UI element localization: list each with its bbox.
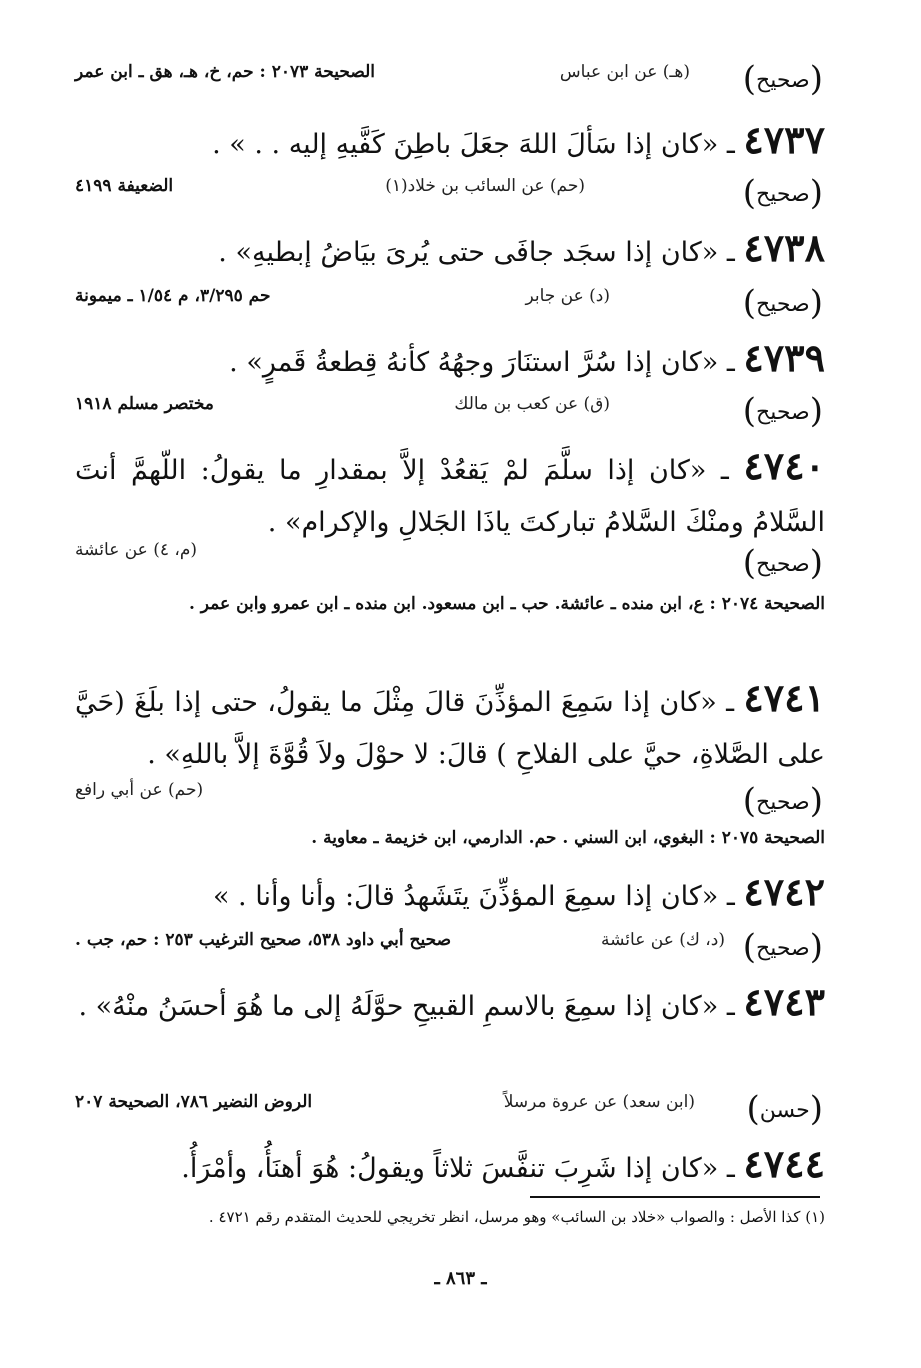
source-text: (حم) عن أبي رافع xyxy=(75,780,204,800)
hadith-text: ٤٧٣٨ ـ «كان إذا سجَد جافَى حتى يُرىَ بيَاضُ إبطيهِ» . xyxy=(218,225,825,270)
source-text: (د، ك) عن عائشة xyxy=(601,930,725,950)
reference-text: الضعيفة ٤١٩٩ xyxy=(75,176,174,196)
grade-label: ( صحيح ) xyxy=(743,170,823,210)
hadith-number: ٤٧٣٨ xyxy=(743,225,825,270)
hadith-number: ٤٧٣٩ xyxy=(743,335,825,380)
hadith-text: ٤٧٤٢ ـ «كان إذا سمِعَ المؤذِّنَ يتَشَهدُ قالَ: وأنا وأنا . » xyxy=(212,869,825,914)
footnote: (١) كذا الأصل : والصواب «خلاد بن السائب» وهو مرسل، انظر تخريجي للحديث المتقدم رقم ٤٧٢١ . xyxy=(208,1208,825,1226)
hadith-body: «كان إذا سَمِعَ المؤذِّنَ قالَ مِثْلَ ما يقولُ، حتى إذا بلَغَ (حَيَّ على الصَّلاةِ، حيَّ على الفلاحِ ) قالَ: لا حوْلَ ولاَ قُوَّةَ إلاَّ باللهِ» . xyxy=(75,687,825,770)
hadith-meta xyxy=(75,1086,825,1126)
hadith-body: «كان إذا سَألَ اللهَ جعَلَ باطِنَ كَفَّيهِ إليه . . » . xyxy=(212,129,719,160)
grade-label: ( صحيح ) xyxy=(743,924,823,964)
hadith-number: ٤٧٤٤ xyxy=(743,1141,825,1186)
hadith-meta xyxy=(75,56,825,96)
source-text: (م، ٤) عن عائشة xyxy=(75,540,198,560)
hadith-body: «كان إذا سمِعَ بالاسمِ القبيحِ حوَّلَهُ إلى ما هُوَ أحسَنُ منْهُ» . xyxy=(78,991,719,1022)
hadith-text: ٤٧٤٠ ـ «كان إذا سلَّمَ لمْ يَقعُدْ إلاَّ بمقدارِ ما يقولُ: اللّهمَّ أنتَ السَّلامُ ومنْكَ السَّلامُ تباركتَ ياذَا الجَلالِ والإكرام» . xyxy=(75,443,826,538)
hadith-body: «كان إذا شَرِبَ تنفَّسَ ثلاثاً ويقولُ: هُوَ أهنَأُ، وأمْرَأُ. xyxy=(181,1153,719,1184)
grade-label: ( صحيح ) xyxy=(743,280,823,320)
reference-text: مختصر مسلم ١٩١٨ xyxy=(75,394,214,414)
source-text: (ق) عن كعب بن مالك xyxy=(454,394,610,414)
grade-label: ( حسن ) xyxy=(746,1086,823,1126)
hadith-number: ٤٧٤٣ xyxy=(743,979,825,1024)
footnote-divider xyxy=(530,1196,820,1198)
hadith-meta xyxy=(75,170,825,210)
source-text: (ابن سعد) عن عروة مرسلاً xyxy=(503,1092,695,1112)
hadith-number: ٤٧٤٠ xyxy=(743,443,826,488)
reference-text: حم ٣/٢٩٥، م ١/٥٤ ـ ميمونة xyxy=(75,286,271,306)
reference-text: الصحيحة ٢٠٧٣ : حم، خ، هـ، هق ـ ابن عمر xyxy=(75,62,375,82)
hadith-body: «كان إذا سجَد جافَى حتى يُرىَ بيَاضُ إبطيهِ» . xyxy=(218,237,719,268)
reference-text: الصحيحة ٢٠٧٥ : البغوي، ابن السني . حم. الدارمي، ابن خزيمة ـ معاوية . xyxy=(311,828,825,848)
reference-text: الصحيحة ٢٠٧٤ : ع، ابن منده ـ عائشة. حب ـ ابن مسعود. ابن منده ـ ابن عمرو وابن عمر . xyxy=(188,594,825,614)
page-number: ـ ٨٦٣ ـ xyxy=(434,1268,487,1289)
hadith-text: ٤٧٣٩ ـ «كان إذا سُرَّ استنَارَ وجهُهُ كأنهُ قِطعةُ قَمرٍ» . xyxy=(229,335,825,380)
hadith-meta xyxy=(75,540,825,580)
source-text: (هـ) عن ابن عباس xyxy=(559,62,690,82)
source-text: (حم) عن السائب بن خلاد(١) xyxy=(385,176,585,196)
hadith-text: ٤٧٣٧ ـ «كان إذا سَألَ اللهَ جعَلَ باطِنَ كَفَّيهِ إليه . . » . xyxy=(212,117,825,162)
hadith-meta xyxy=(75,388,825,428)
hadith-meta xyxy=(75,778,825,818)
grade-label: ( صحيح ) xyxy=(743,778,823,818)
source-text: (د) عن جابر xyxy=(525,286,610,306)
hadith-number: ٤٧٤١ xyxy=(743,675,825,720)
hadith-meta xyxy=(75,924,825,964)
hadith-meta xyxy=(75,280,825,320)
grade-label: ( صحيح ) xyxy=(743,540,823,580)
grade-label: ( صحيح ) xyxy=(743,388,823,428)
hadith-text: ٤٧٤٣ ـ «كان إذا سمِعَ بالاسمِ القبيحِ حوَّلَهُ إلى ما هُوَ أحسَنُ منْهُ» . xyxy=(78,979,825,1024)
hadith-number: ٤٧٣٧ xyxy=(743,117,825,162)
hadith-number: ٤٧٤٢ xyxy=(743,869,825,914)
hadith-body: «كان إذا سلَّمَ لمْ يَقعُدْ إلاَّ بمقدارِ ما يقولُ: اللّهمَّ أنتَ السَّلامُ ومنْكَ السَّلامُ تباركتَ ياذَا الجَلالِ والإكرام» . xyxy=(75,455,825,538)
grade-label: ( صحيح ) xyxy=(743,56,823,96)
hadith-text: ٤٧٤٤ ـ «كان إذا شَرِبَ تنفَّسَ ثلاثاً ويقولُ: هُوَ أهنَأُ، وأمْرَأُ. xyxy=(181,1141,825,1186)
hadith-body: «كان إذا سُرَّ استنَارَ وجهُهُ كأنهُ قِطعةُ قَمرٍ» . xyxy=(229,347,719,378)
hadith-body: «كان إذا سمِعَ المؤذِّنَ يتَشَهدُ قالَ: وأنا وأنا . » xyxy=(212,881,719,912)
reference-text: الروض النضير ٧٨٦، الصحيحة ٢٠٧ xyxy=(75,1092,313,1112)
reference-text: صحيح أبي داود ٥٣٨، صحيح الترغيب ٢٥٣ : حم، جب . xyxy=(75,930,452,950)
hadith-text: ٤٧٤١ ـ «كان إذا سَمِعَ المؤذِّنَ قالَ مِثْلَ ما يقولُ، حتى إذا بلَغَ (حَيَّ على الصَّلاةِ، حيَّ على الفلاحِ ) قالَ: لا حوْلَ ولاَ قُوَّةَ إلاَّ باللهِ» . xyxy=(75,675,825,770)
